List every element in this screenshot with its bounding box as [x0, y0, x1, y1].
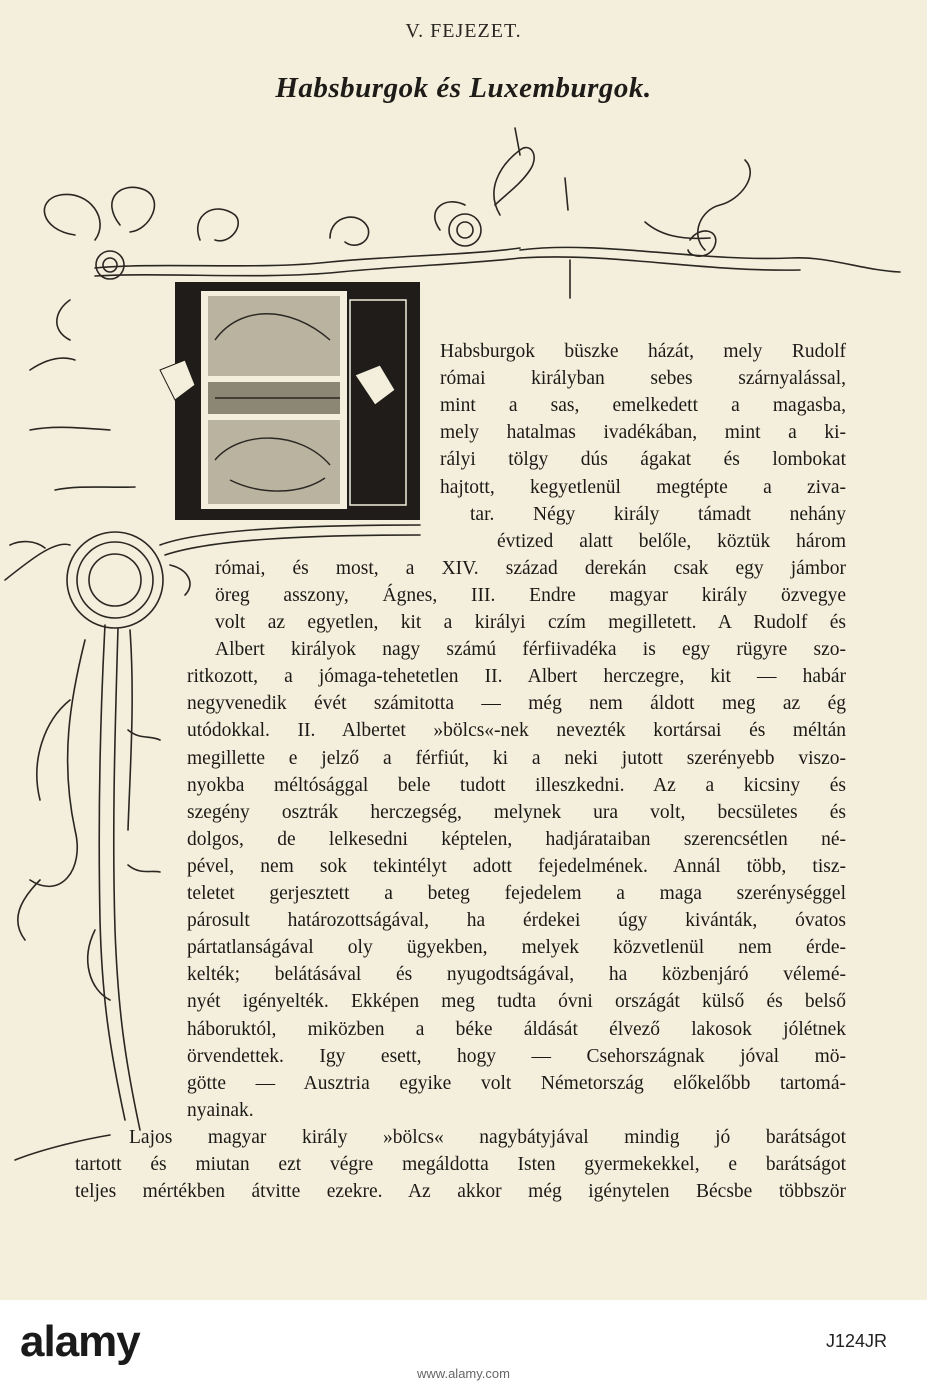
- text-line: ritkozott, a jómaga-tehetetlen II. Albert herczegre, kit — habár: [187, 666, 846, 687]
- text-line: teljes mértékben átvitte ezekre. Az akkor még igénytelen Bécsbe többször: [75, 1181, 846, 1202]
- text-line: tartott és miutan ezt végre megáldotta Isten gyermekekkel, e barátságot: [75, 1154, 846, 1175]
- text-line: nyét igényelték. Ekképen meg tudta óvni országát külső és belső: [187, 991, 846, 1012]
- text-line: évtized alatt belőle, köztük három: [497, 531, 846, 552]
- text-line: nyainak.: [187, 1100, 254, 1121]
- text-line: mint a sas, emelkedett a magasba,: [440, 395, 846, 416]
- text-line: megillette e jelző a férfiút, ki a neki jutott szerényebb viszo-: [187, 748, 846, 769]
- text-line: pével, nem sok tekintélyt adott fejedelmének. Annál több, tisz-: [187, 856, 846, 877]
- text-line: háboruktól, miközben a béke áldását élvező lakosok jólétnek: [187, 1019, 846, 1040]
- watermark-logo: alamy: [20, 1317, 140, 1366]
- chapter-label: V. FEJEZET.: [405, 20, 522, 42]
- text-line: római, és most, a XIV. század derekán csak egy jámbor: [215, 558, 846, 579]
- text-line: teletet gerjesztett a beteg fejedelem a maga szerénységgel: [187, 883, 846, 904]
- text-line: Habsburgok büszke házát, mely Rudolf: [440, 341, 846, 362]
- text-line: nyokba méltósággal bele tudott illeszkedni. Az a kicsiny és: [187, 775, 846, 796]
- text-line: örvendettek. Igy esett, hogy — Csehországnak jóval mö-: [187, 1046, 846, 1067]
- text-line: öreg asszony, Ágnes, III. Endre magyar király özvegye: [215, 585, 846, 606]
- text-line: tar. Négy király támadt nehány: [470, 504, 846, 525]
- text-line: götte — Ausztria egyike volt Németország előkelőbb tartomá-: [187, 1073, 846, 1094]
- text-line: utódokkal. II. Albertet »bölcs«-nek nevezték kortársai és méltán: [187, 720, 846, 741]
- text-line: hajtott, kegyetlenül megtépte a ziva-: [440, 477, 846, 498]
- text-line: negyvenedik évét számitotta — még nem áldott meg az ég: [187, 693, 846, 714]
- text-line: szegény osztrák herczegség, melynek ura volt, becsületes és: [187, 802, 846, 823]
- watermark-code: J124JR: [825, 1331, 887, 1351]
- watermark-url: www.alamy.com: [417, 1366, 510, 1381]
- text-line: rályi tölgy dús ágakat és lombokat: [440, 449, 846, 470]
- text-line: mely hatalmas ivadékában, mint a ki-: [440, 422, 846, 443]
- text-line: római királyban sebes szárnyalással,: [440, 368, 846, 389]
- chapter-title: Habsburgok és Luxemburgok.: [275, 72, 652, 104]
- text-line: dolgos, de lelkesedni képtelen, hadjárataiban szerencsétlen né-: [187, 829, 846, 850]
- text-line: volt az egyetlen, kit a királyi czím megilletett. A Rudolf és: [215, 612, 846, 633]
- text-line: pártatlanságával oly ügyekben, melyek közvetlenül nem érde-: [187, 937, 846, 958]
- text-line: Albert királyok nagy számú férfiivadéka is egy rügyre szo-: [215, 639, 846, 660]
- text-line: párosult határozottságával, ha érdekei úgy kivánták, óvatos: [187, 910, 846, 931]
- text-line: kelték; belátásával és nyugodtságával, ha közbenjáró vélemé-: [187, 964, 846, 985]
- text-line: Lajos magyar király »bölcs« nagybátyjával mindig jó barátságot: [129, 1127, 846, 1148]
